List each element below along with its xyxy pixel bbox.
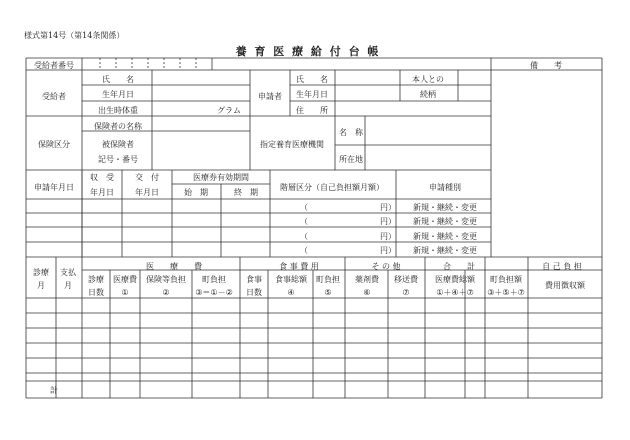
treatment-month-label: 診療 (33, 268, 49, 277)
total-row-label: 計 (50, 386, 58, 395)
tier-label: 階層区分（自己負担額月額） (280, 183, 384, 192)
relation-label: 本人との (412, 75, 444, 84)
total-group: 合 計 (443, 262, 475, 271)
issue-date-label-2: 年月日 (135, 188, 159, 197)
weight-unit: グラム (217, 106, 241, 115)
other-group: そ の 他 (371, 262, 401, 271)
page-title: 養 育 医 療 給 付 台 帳 (235, 45, 381, 58)
form-reference: 様式第14号（第14条関係） (24, 31, 125, 40)
ledger-column-sub: ③＝①－② (195, 288, 233, 297)
ledger-column-sub: ④ (287, 288, 295, 297)
insurance-type-label: 保険区分 (38, 140, 70, 149)
application-type-options: 新規・継続・変更 (413, 246, 477, 255)
remarks-label: 備 考 (530, 61, 562, 70)
ledger-column-header: 町負担 (316, 275, 340, 284)
meal-cost-group: 食 事 費 用 (279, 262, 319, 271)
ledger-column-sub: ② (162, 288, 170, 297)
insurer-name-label: 保険者の名称 (94, 122, 142, 131)
institution-label: 指定養育医療機関 (260, 140, 324, 149)
ledger-column-header: 医療費総額 (435, 275, 475, 284)
recipient-name-label: 氏 名 (102, 75, 134, 84)
applicant-label: 申請者 (258, 92, 282, 101)
insured-number-label: 記号・番号 (98, 155, 138, 164)
self-pay-group: 自 己 負 担 (542, 262, 582, 271)
ledger-column-header: 食事総額 (275, 275, 307, 284)
payment-month-label: 支払 (60, 268, 76, 277)
ledger-column-header: 費用徴収額 (545, 281, 585, 290)
payment-month-label-2: 月 (64, 281, 72, 290)
applicant-name-label: 氏 名 (296, 75, 328, 84)
application-date-label: 申請年月日 (34, 183, 74, 192)
ledger-column-header: 食事 (246, 275, 262, 284)
tier-amount: （ 円） (300, 203, 396, 212)
tier-amount: （ 円） (300, 246, 396, 255)
ledger-column-sub: ⑥ (363, 288, 371, 297)
recipient-number-label: 受給者番号 (34, 61, 74, 70)
issue-date-label: 交 付 (135, 173, 159, 182)
ledger-column-header: 町負担 (202, 275, 226, 284)
application-type-options: 新規・継続・変更 (413, 232, 477, 241)
institution-location-label: 所在地 (339, 155, 363, 164)
ledger-column-sub: ⑤ (324, 288, 332, 297)
ledger-column-sub: ① (121, 288, 129, 297)
applicant-address-label: 住 所 (296, 106, 328, 115)
ledger-column-header: 町負担額 (490, 275, 522, 284)
relation-label-2: 続柄 (420, 90, 436, 99)
medical-cost-group: 医 療 費 (146, 262, 202, 271)
ledger-column-sub: ③＋⑤＋⑦ (487, 288, 525, 297)
ledger-column-sub: ①＋④＋⑦ (436, 288, 474, 297)
ledger-column-sub: 日数 (88, 288, 104, 297)
ledger-column-header: 医療費 (113, 275, 137, 284)
validity-end-label: 終 期 (234, 188, 258, 197)
institution-name-label: 名 称 (339, 128, 363, 137)
ledger-column-header: 保険等負担 (146, 275, 186, 284)
receipt-date-label: 収 受 (90, 173, 114, 182)
applicant-birthdate-label: 生年月日 (296, 90, 328, 99)
birth-weight-label: 出生時体重 (98, 106, 138, 115)
recipient-birthdate-label: 生年月日 (102, 90, 134, 99)
receipt-date-label-2: 年月日 (90, 188, 114, 197)
ledger-column-header: 薬剤費 (355, 275, 379, 284)
application-type-options: 新規・継続・変更 (413, 203, 477, 212)
ledger-column-header: 移送費 (394, 275, 418, 284)
validity-start-label: 始 期 (184, 188, 208, 197)
ledger-column-sub: 日数 (246, 288, 262, 297)
application-type-label: 申請種別 (429, 183, 461, 192)
recipient-label: 受給者 (42, 92, 66, 101)
ledger-column-header: 診療 (88, 275, 104, 284)
tier-amount: （ 円） (300, 217, 396, 226)
validity-period-label: 医療券有効期間 (193, 173, 249, 182)
treatment-month-label-2: 月 (37, 281, 45, 290)
tier-amount: （ 円） (300, 232, 396, 241)
application-type-options: 新規・継続・変更 (413, 217, 477, 226)
ledger-column-sub: ⑦ (402, 288, 410, 297)
insured-person-label: 被保険者 (102, 140, 134, 149)
